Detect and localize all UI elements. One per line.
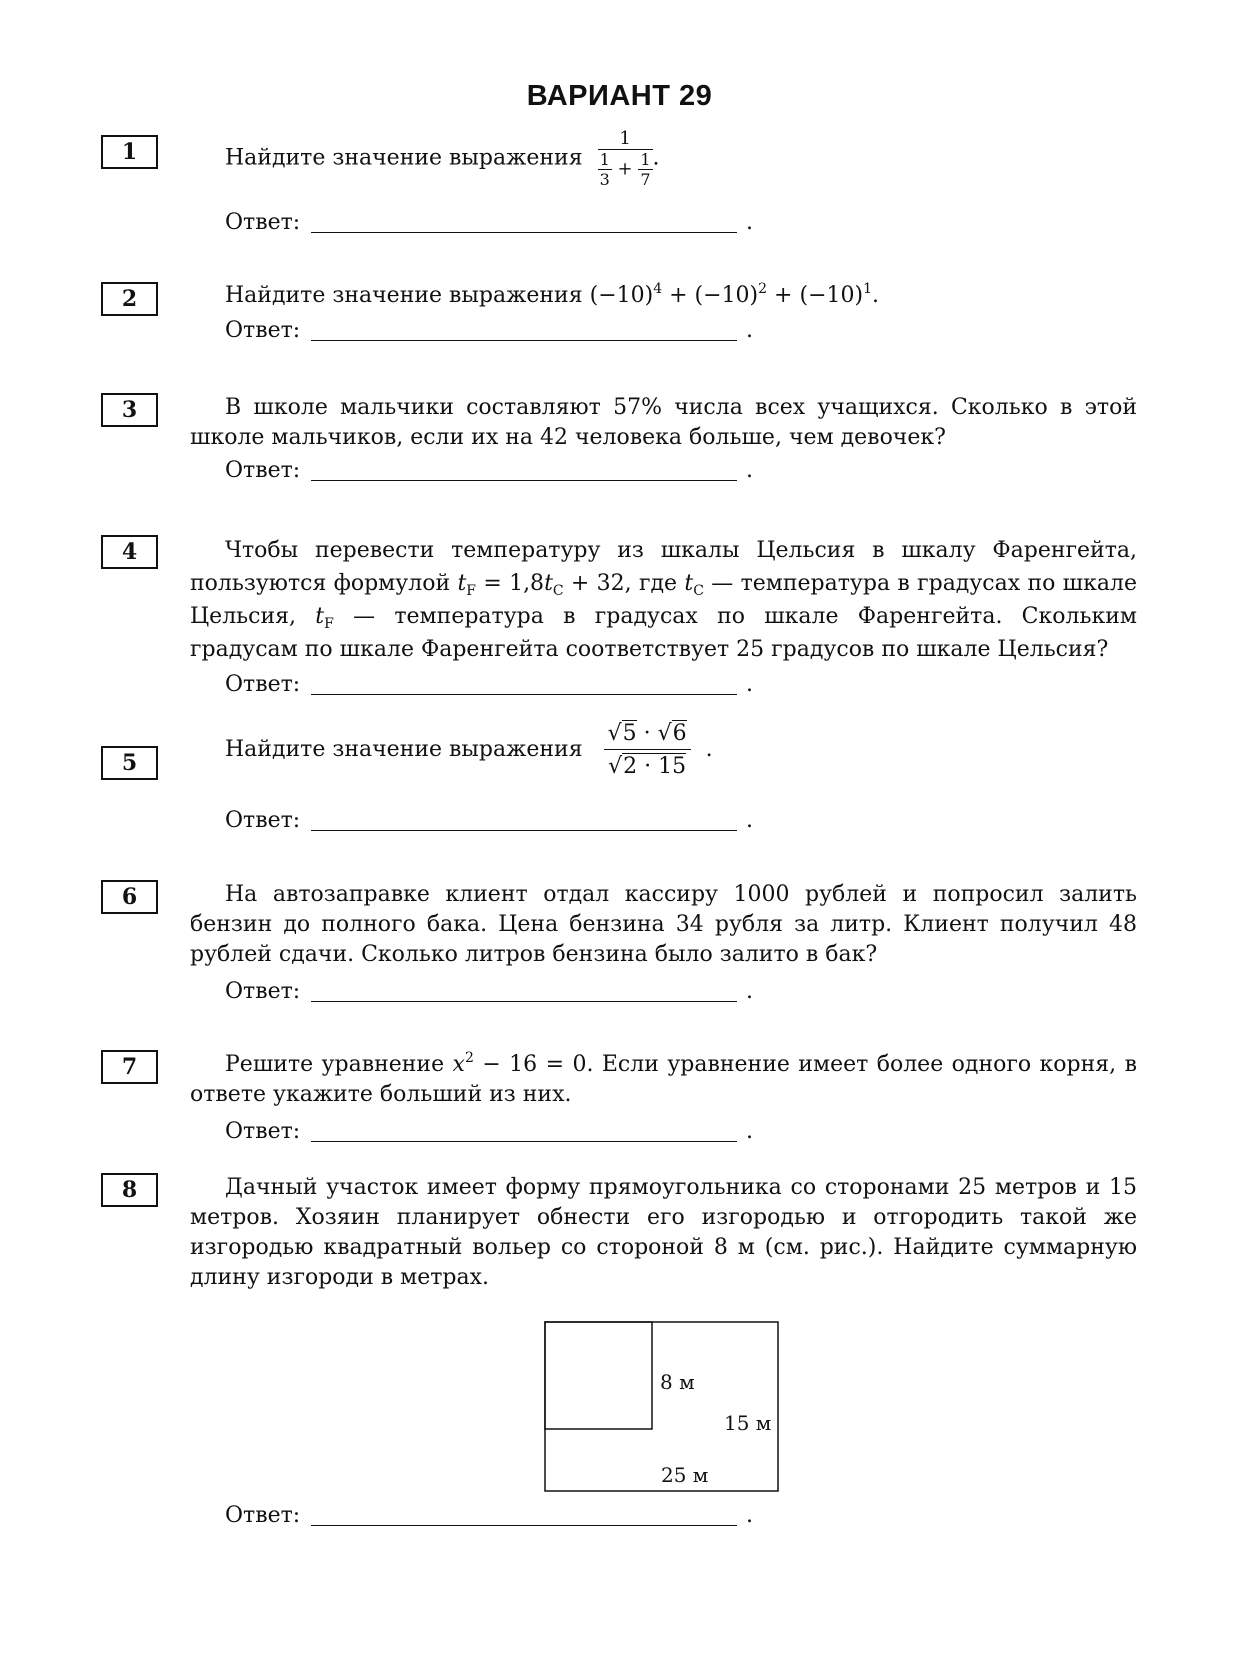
task-1-fraction-denominator: $\frac{1}{3}$ + $\frac{1}{7}$ xyxy=(599,150,651,189)
task-number-8: 8 xyxy=(101,1173,158,1207)
label-square-side: 8 м xyxy=(660,1370,695,1394)
answer-dot: . xyxy=(746,672,753,697)
task-number-6: 6 xyxy=(101,880,158,914)
answer-line[interactable] xyxy=(311,694,737,695)
task-5-fraction: $\frac{√5 \cdot √6}{√2 \cdot 15}$ xyxy=(604,720,691,779)
task-3-text: В школе мальчики составляют 57% числа всех учащихся. Сколько в этой школе мальчиков, если их на 42 человека больше, чем девочек? xyxy=(190,395,1137,450)
answer-label: Ответ: xyxy=(225,979,301,1004)
task-1-fraction xyxy=(598,128,653,189)
answer-label: Ответ: xyxy=(225,318,301,343)
answer-dot: . xyxy=(746,1503,753,1528)
task-8-text: Дачный участок имеет форму прямоугольника со сторонами 25 метров и 15 метров. Хозяин планирует обнести его изгородью и отгородить такой же изгородью квадратный вольер со стороной 8 м (см. рис.). Найдите суммарную длину изгороди в метрах. xyxy=(190,1175,1137,1290)
answer-line[interactable] xyxy=(311,340,737,341)
answer-line[interactable] xyxy=(311,830,737,831)
task-number-5: 5 xyxy=(101,746,158,780)
task-2-prompt: Найдите значение выражения xyxy=(225,283,583,308)
answer-label: Ответ: xyxy=(225,672,301,697)
plot-rectangle xyxy=(545,1322,778,1491)
answer-dot: . xyxy=(746,458,753,483)
task-number-7: 7 xyxy=(101,1050,158,1084)
answer-label: Ответ: xyxy=(225,808,301,833)
task-5-text: Найдите значение выражения $\frac{√5 \cdot √6}{√2 \cdot 15}$ . xyxy=(225,721,713,779)
task-1-fraction-numerator: 1 xyxy=(598,128,653,150)
answer-label: Ответ: xyxy=(225,1503,301,1528)
label-width: 25 м xyxy=(661,1463,709,1487)
task-number-1: 1 xyxy=(101,135,158,169)
enclosure-square xyxy=(545,1322,652,1429)
answer-line[interactable] xyxy=(311,1525,737,1526)
page-title: ВАРИАНТ 29 xyxy=(526,80,713,112)
label-height: 15 м xyxy=(724,1411,772,1435)
answer-line[interactable] xyxy=(311,1001,737,1002)
task-7-text: Решите уравнение $x^2 - 16 = 0$. Если уравнение имеет более одного корня, в ответе укажите больший из них. xyxy=(190,1050,1137,1107)
answer-label: Ответ: xyxy=(225,1119,301,1144)
task-number-2: 2 xyxy=(101,282,158,316)
task-number-4: 4 xyxy=(101,535,158,569)
answer-dot: . xyxy=(746,318,753,343)
answer-dot: . xyxy=(746,808,753,833)
task-4-text: Чтобы перевести температуру из шкалы Цельсия в шкалу Фаренгейта, пользуются формулой $t_F = 1,8t_C + 32$, где $t_C$ — температура в градусах по шкале Цельсия, $t_F$ — температура в градусах по шкале Фаренгейта. Скольким градусам по шкале Фаренгейта соответствует 25 градусов по шкале Цельсия? xyxy=(190,538,1137,662)
task-6-text: На автозаправке клиент отдал кассиру 1000 рублей и попросил залить бензин до полного бака. Цена бензина 34 рубля за литр. Клиент получил 48 рублей сдачи. Сколько литров бензина было залито в бак? xyxy=(190,882,1137,967)
task-2-text: Найдите значение выражения $(-10)^4 + (-10)^2 + (-10)^1$. xyxy=(225,281,879,308)
answer-line[interactable] xyxy=(311,1141,737,1142)
task-number-3: 3 xyxy=(101,393,158,427)
task-1-period: . xyxy=(652,145,660,171)
answer-line[interactable] xyxy=(311,480,737,481)
answer-dot: . xyxy=(746,1119,753,1144)
task-1-text xyxy=(225,128,660,189)
answer-dot: . xyxy=(746,979,753,1004)
task-1-prompt: Найдите значение выражения xyxy=(225,145,583,171)
answer-label: Ответ: xyxy=(225,458,301,483)
answer-line[interactable] xyxy=(311,232,737,233)
answer-label: Ответ: xyxy=(225,210,301,235)
answer-dot: . xyxy=(746,210,753,235)
task-5-prompt: Найдите значение выражения xyxy=(225,737,583,762)
